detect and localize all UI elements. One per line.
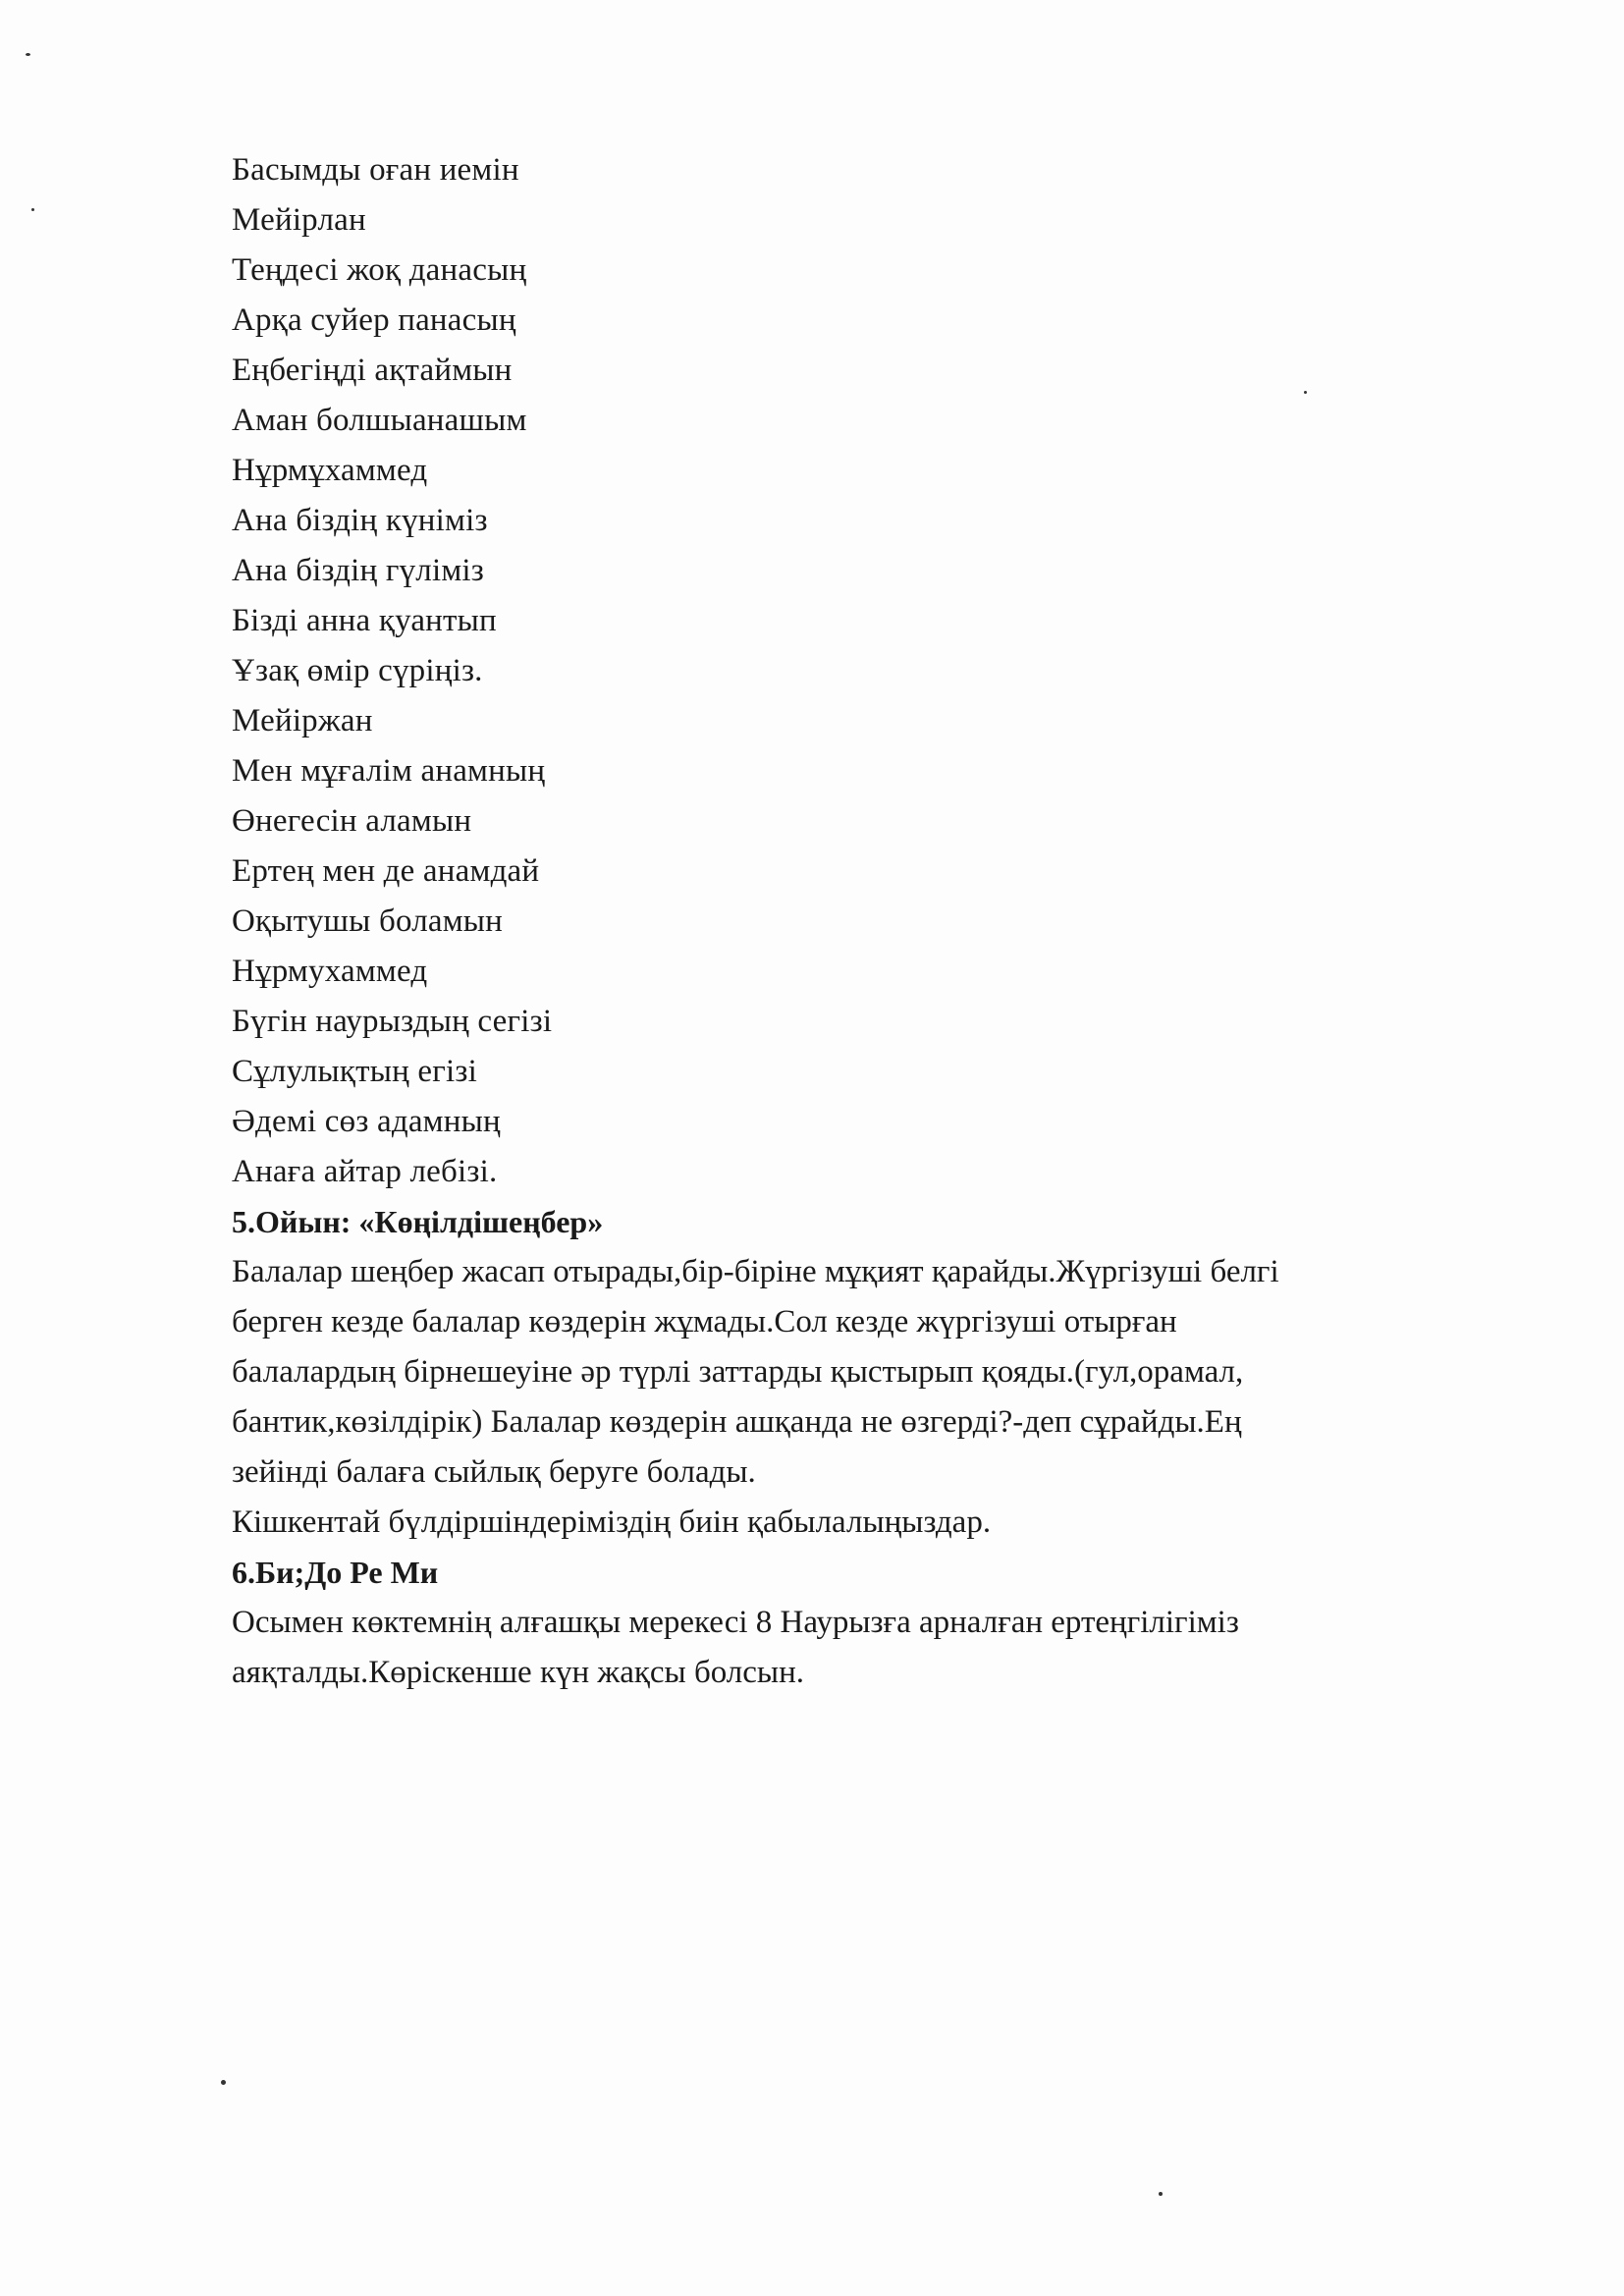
poem-line: Анаға айтар лебізі. [232,1154,498,1189]
poem-line: Басымды оған иемін [232,152,519,188]
paragraph-line: бантик,көзілдірік) Балалар көздерін ашқанда не өзгерді?-деп сұрайды.Ең [232,1404,1242,1440]
section-heading: 5.Ойын: «Көңілдішеңбер» [232,1204,604,1239]
poem [232,145,1508,1197]
section-heading: 6.Би;До Ре Ми [232,1555,439,1590]
paragraph-line: Балалар шеңбер жасап отырады,бір-біріне мұқият қарайды.Жүргізуші белгі [232,1254,1279,1289]
poem-line: Әдемі сөз адамның [232,1104,501,1139]
poem-line: Сұлулықтың егізі [232,1054,477,1089]
document-body [232,145,1508,1698]
paragraph-line: зейінді балаға сыйлық беруге болады. [232,1454,756,1490]
poem-line: Еңбегіңді ақтаймын [232,353,513,388]
scan-speck [26,53,30,56]
poem-line: Ана біздің күніміз [232,503,488,538]
poem-line: Бүгін наурыздың сегізі [232,1004,553,1039]
poem-line: Мейіржан [232,703,373,738]
poem-line: Арқа суйер панасың [232,302,516,338]
section-6 [232,1548,1508,1698]
poem-line: Ұзақ өмір сүріңіз. [232,653,483,688]
poem-line: Аман болшыанашым [232,403,527,438]
scan-speck [1159,2192,1163,2196]
paragraph-line: Осымен көктемнің алғашқы мерекесі 8 Наурызға арналған ертеңгілігіміз [232,1605,1239,1640]
poem-line: Ана біздің гүліміз [232,553,485,588]
section-5 [232,1197,1508,1548]
paragraph-line: аяқталды.Көріскенше күн жақсы болсын. [232,1655,804,1690]
scan-speck [221,2080,226,2085]
poem-line: Нұрмұхаммед [232,453,428,488]
paragraph-line: балалардың бірнешеуіне әр түрлі заттарды қыстырып қояды.(гул,орамал, [232,1354,1244,1390]
closing-line: Кішкентай бүлдіршіндеріміздің биін қабылалыңыздар. [232,1504,992,1540]
poem-line: Нұрмухаммед [232,954,428,989]
poem-line: Ертең мен де анамдай [232,853,540,889]
poem-line: Мейірлан [232,202,366,238]
paragraph-line: берген кезде балалар көздерін жұмады.Сол кезде жүргізуші отырған [232,1304,1177,1339]
poem-line: Мен мұғалім анамның [232,753,546,789]
poem-line: Теңдесі жоқ данасың [232,252,527,288]
poem-line: Бізді анна қуантып [232,603,497,638]
poem-line: Оқытушы боламын [232,903,504,939]
scan-speck [31,208,34,211]
poem-line: Өнегесін аламын [232,803,472,839]
